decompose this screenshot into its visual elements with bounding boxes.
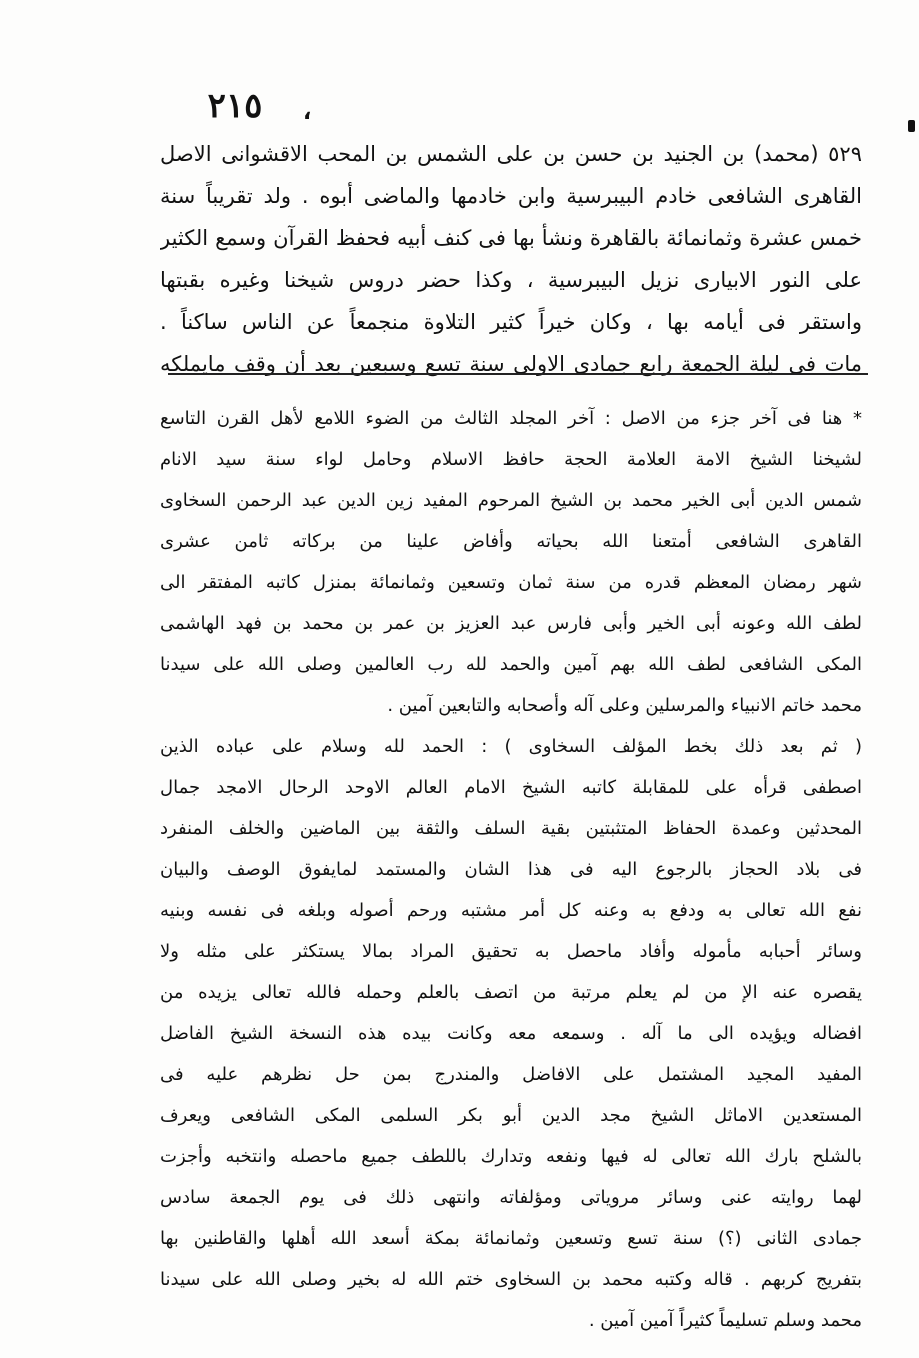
footnote-line: يقصره عنه الإ من لم يعلم مرتبة من اتصف بالعلم وحمله فالله تعالى يزيده من xyxy=(160,982,862,1003)
footnote-line: لشيخنا الشيخ الامة العلامة الحجة حافظ الاسلام وحامل لواء سنة سيد الانام xyxy=(160,449,862,470)
footnote-line: بالشلح بارك الله تعالى له فيها ونفعه وتدارك باللطف جميع ماحصله وانتخبه وأجزت xyxy=(160,1146,862,1167)
footnote-text xyxy=(160,398,862,1341)
page-number-mark: ، xyxy=(303,100,312,125)
footnote-line: شهر رمضان المعظم قدره من سنة ثمان وتسعين وثمانمائة بمنزل كاتبه المفتقر الى xyxy=(160,572,862,593)
footnote-divider xyxy=(168,373,868,375)
footnote-line: فى بلاد الحجاز بالرجوع اليه فى هذا الشان والمستمد لمايفوق الوصف والبيان xyxy=(160,859,862,880)
footnote-line: شمس الدين أبى الخير محمد بن الشيخ المرحوم المفيد زين الدين عبد الرحمن السخاوى xyxy=(160,490,862,511)
main-text-line: مات فى ليلة الجمعة رابع جمادى الاولى سنة تسع وسبعين بعد أن وقف مايملكه xyxy=(160,352,862,376)
footnote-line: ( ثم بعد ذلك بخط المؤلف السخاوى ) : الحمد لله وسلام على عباده الذين xyxy=(160,736,862,757)
footnote-line: القاهرى الشافعى أمتعنا الله بحياته وأفاض علينا من بركاته ثامن عشرى xyxy=(160,531,862,552)
footnote-line: محمد خاتم الانبياء والمرسلين وعلى آله وأصحابه والتابعين آمين . xyxy=(387,695,862,716)
footnote-line: * هنا فى آخر جزء من الاصل : آخر المجلد الثالث من الضوء اللامع لأهل القرن التاسع xyxy=(160,408,862,429)
scan-edge-mark xyxy=(908,120,915,132)
footnote-line: افضاله ويؤيده الى ما آله . وسمعه معه وكانت بيده هذه النسخة الشيخ الفاضل xyxy=(160,1023,862,1044)
footnote-line: بتفريج كربهم . قاله وكتبه محمد بن السخاوى ختم الله له بخير وصلى الله على سيدنا xyxy=(160,1269,862,1290)
footnote-line: جمادى الثانى (؟) سنة تسع وتسعين وثمانمائة بمكة أسعد الله أهلها والقاطنين بها xyxy=(160,1228,862,1249)
footnote-line: المكى الشافعى لطف الله بهم آمين والحمد لله رب العالمين وصلى الله على سيدنا xyxy=(160,654,862,675)
footnote-line: لهما روايته عنى وسائر مروياتى ومؤلفاته وانتهى ذلك فى يوم الجمعة سادس xyxy=(160,1187,862,1208)
footnote-line: نفع الله تعالى به ودفع به وعنه كل أمر مشتبه ورحم أصوله وبلغه فى نفسه وبنيه xyxy=(160,900,862,921)
footnote-line: محمد وسلم تسليماً كثيراً آمين آمين . xyxy=(588,1310,862,1331)
main-text-line: واستقر فى أيامه بها ، وكان خيراً كثير التلاوة منجمعاً عن الناس ساكناً . xyxy=(160,310,862,334)
main-text-line: خمس عشرة وثمانمائة بالقاهرة ونشأ بها فى كنف أبيه فحفظ القرآن وسمع الكثير xyxy=(160,226,862,250)
page-number: ٢١٥ xyxy=(207,86,263,126)
footnote-line: المحدثين وعمدة الحفاظ المتثبتين بقية السلف والثقة بين الماضين والخلف المنفرد xyxy=(160,818,862,839)
footnote-line: وسائر أحبابه مأموله وأفاد ماحصل به تحقيق المراد بمالا يستكثر على مثله ولا xyxy=(160,941,862,962)
footnote-line: المستعدين الاماثل الشيخ مجد الدين أبو بكر السلمى المكى الشافعى ويعرف xyxy=(160,1105,862,1126)
main-text-line: ٥٢٩ (محمد) بن الجنيد بن حسن بن على الشمس بن المحب الاقشوانى الاصل xyxy=(160,142,862,166)
main-text xyxy=(160,133,862,385)
main-text-line: القاهرى الشافعى خادم البيبرسية وابن خادمها والماضى أبوه . ولد تقريباً سنة xyxy=(160,184,862,208)
footnote-line: اصطفى قرأه على للمقابلة كاتبه الشيخ الامام العالم الاوحد الرحال الامجد جمال xyxy=(160,777,862,798)
main-text-line: على النور الابيارى نزيل البيبرسية ، وكذا حضر دروس شيخنا وغيره بقبتها xyxy=(160,268,862,292)
footnote-line: المفيد المجيد المشتمل على الافاضل والمندرج بمن حل نظرهم عليه فى xyxy=(160,1064,862,1085)
footnote-line: لطف الله وعونه أبى الخير وأبى فارس عبد العزيز بن عمر بن محمد بن فهد الهاشمى xyxy=(160,613,862,634)
